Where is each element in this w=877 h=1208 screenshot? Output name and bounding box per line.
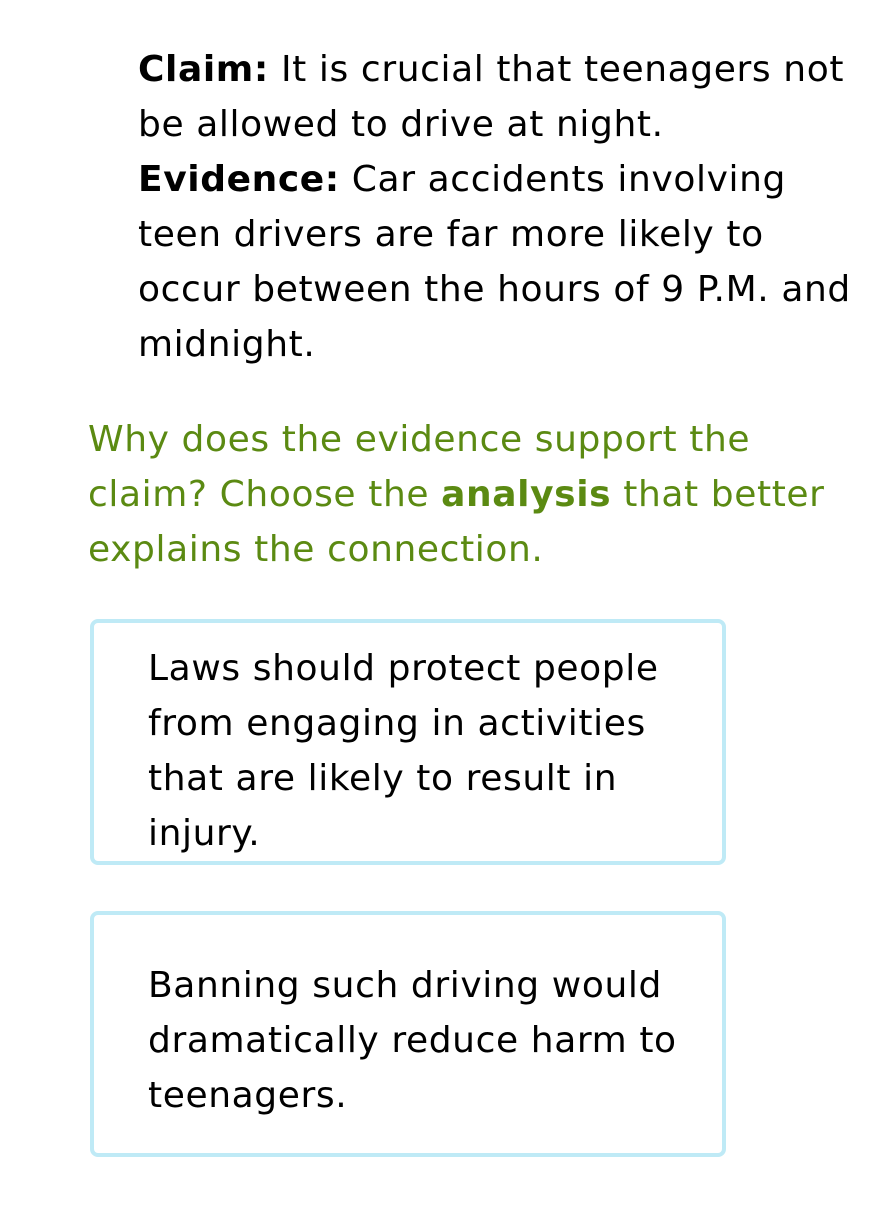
answer-choice-2-text: Banning such driving would dramatically reduce harm to teenagers. bbox=[148, 965, 677, 1116]
question-prompt bbox=[88, 412, 858, 577]
claim-label: Claim: bbox=[138, 49, 269, 90]
evidence-text: Car accidents involving teen drivers are far more likely to occur between the hours of 9 P.M. and midnight. bbox=[138, 159, 851, 365]
evidence-label: Evidence: bbox=[138, 159, 340, 200]
question-text-part1: Why does the evidence support the claim? Choose the bbox=[88, 419, 751, 515]
answer-choice-1[interactable] bbox=[90, 619, 726, 865]
passage bbox=[138, 42, 858, 372]
answer-choice-2[interactable] bbox=[90, 911, 726, 1157]
question-emphasis: analysis bbox=[441, 474, 612, 515]
answer-choice-1-text: Laws should protect people from engaging in activities that are likely to result in injury. bbox=[148, 648, 659, 854]
claim-text: It is crucial that teenagers not be allowed to drive at night. bbox=[138, 49, 845, 145]
question-text-part2: that better explains the connection. bbox=[88, 474, 825, 570]
